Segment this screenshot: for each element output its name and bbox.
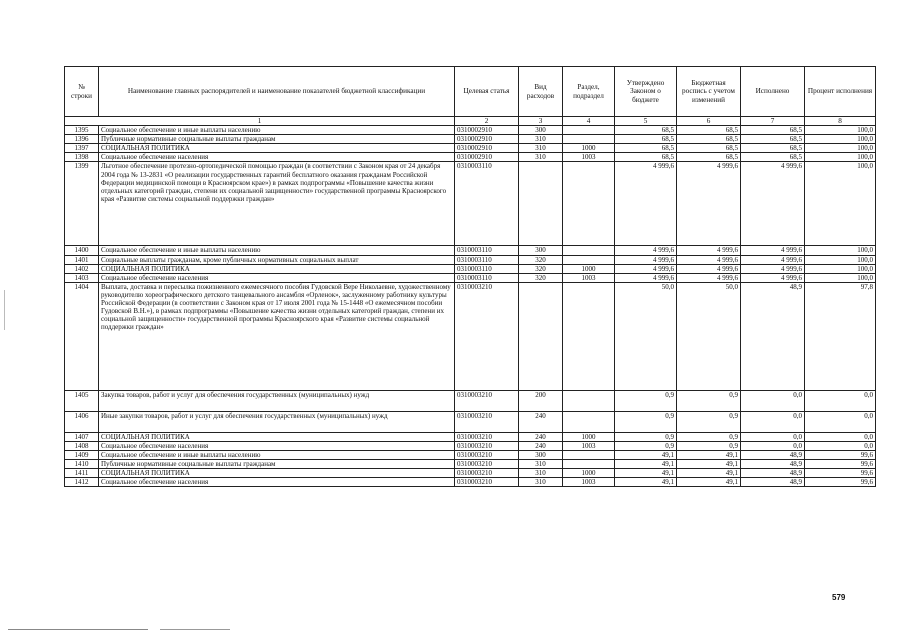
row-percent: 100,0 bbox=[805, 246, 876, 255]
row-budget-list: 50,0 bbox=[677, 282, 741, 390]
row-expense-type: 200 bbox=[519, 390, 563, 411]
row-section: 1000 bbox=[563, 264, 615, 273]
row-section bbox=[563, 411, 615, 432]
row-executed: 48,9 bbox=[741, 450, 805, 459]
header-budget-list: Бюджетная роспись с учетом изменений bbox=[677, 67, 741, 117]
row-section: 1000 bbox=[563, 432, 615, 441]
row-number: 1411 bbox=[65, 468, 99, 477]
row-percent: 99,6 bbox=[805, 477, 876, 486]
row-expense-type: 310 bbox=[519, 468, 563, 477]
budget-execution-table bbox=[64, 66, 876, 487]
row-percent: 100,0 bbox=[805, 264, 876, 273]
row-executed: 48,9 bbox=[741, 459, 805, 468]
table-row bbox=[65, 246, 876, 255]
row-approved: 49,1 bbox=[615, 450, 677, 459]
row-section bbox=[563, 135, 615, 144]
row-percent: 100,0 bbox=[805, 162, 876, 246]
row-number: 1402 bbox=[65, 264, 99, 273]
row-number: 1409 bbox=[65, 450, 99, 459]
row-percent: 100,0 bbox=[805, 153, 876, 162]
row-executed: 4 999,6 bbox=[741, 264, 805, 273]
row-number: 1397 bbox=[65, 144, 99, 153]
row-section bbox=[563, 282, 615, 390]
column-number: 1 bbox=[65, 117, 455, 126]
row-section bbox=[563, 162, 615, 246]
header-section: Раздел, подраздел bbox=[563, 67, 615, 117]
row-expense-type bbox=[519, 282, 563, 390]
row-section: 1003 bbox=[563, 273, 615, 282]
table-body bbox=[65, 126, 876, 487]
row-approved: 4 999,6 bbox=[615, 255, 677, 264]
row-executed: 68,5 bbox=[741, 144, 805, 153]
row-approved: 4 999,6 bbox=[615, 273, 677, 282]
row-section bbox=[563, 390, 615, 411]
row-number: 1410 bbox=[65, 459, 99, 468]
row-name: Публичные нормативные социальные выплаты гражданам bbox=[99, 459, 455, 468]
column-number: 8 bbox=[805, 117, 876, 126]
row-approved: 0,9 bbox=[615, 411, 677, 432]
header-approved: Утверждено Законом о бюджете bbox=[615, 67, 677, 117]
column-number: 4 bbox=[563, 117, 615, 126]
row-target: 0310003210 bbox=[455, 441, 519, 450]
row-percent: 99,6 bbox=[805, 459, 876, 468]
row-number: 1398 bbox=[65, 153, 99, 162]
row-target: 0310003110 bbox=[455, 162, 519, 246]
row-section: 1000 bbox=[563, 468, 615, 477]
row-executed: 4 999,6 bbox=[741, 246, 805, 255]
row-number: 1407 bbox=[65, 432, 99, 441]
row-approved: 50,0 bbox=[615, 282, 677, 390]
table-row bbox=[65, 450, 876, 459]
row-expense-type: 320 bbox=[519, 273, 563, 282]
row-name: Выплата, доставка и пересылка пожизненного ежемесячного пособия Гудовской Вере Николаевне, художественному руководителю хореографического детского танцевального ансамбля «Орленок», заслуженному работнику культуры Российской Федерации (в соответствии с Законом края от 17 июля 2001 года № 15-1448 «О ежемесячном пособии Гудовской В.Н.»), в рамках подпрограммы «Повышение качества жизни отдельных категорий граждан, степени их социальной защищенности» государственной программы Красноярского края «Развитие системы социальной поддержки граждан» bbox=[99, 282, 455, 390]
header-expense-type: Вид расходов bbox=[519, 67, 563, 117]
row-percent: 97,8 bbox=[805, 282, 876, 390]
row-expense-type: 300 bbox=[519, 246, 563, 255]
row-approved: 68,5 bbox=[615, 126, 677, 135]
row-target: 0310003110 bbox=[455, 246, 519, 255]
row-target: 0310003210 bbox=[455, 411, 519, 432]
table-row bbox=[65, 126, 876, 135]
row-budget-list: 68,5 bbox=[677, 153, 741, 162]
column-number: 6 bbox=[677, 117, 741, 126]
row-executed: 48,9 bbox=[741, 477, 805, 486]
table-row bbox=[65, 477, 876, 486]
row-name: Публичные нормативные социальные выплаты гражданам bbox=[99, 135, 455, 144]
row-target: 0310002910 bbox=[455, 144, 519, 153]
row-number: 1404 bbox=[65, 282, 99, 390]
row-name: Социальное обеспечение населения bbox=[99, 273, 455, 282]
row-name: Социальное обеспечение и иные выплаты населению bbox=[99, 246, 455, 255]
row-budget-list: 68,5 bbox=[677, 144, 741, 153]
table-header-row bbox=[65, 67, 876, 117]
row-target: 0310003110 bbox=[455, 273, 519, 282]
row-section: 1003 bbox=[563, 441, 615, 450]
row-name: Социальное обеспечение населения bbox=[99, 477, 455, 486]
scan-margin-mark bbox=[4, 290, 5, 330]
row-percent: 100,0 bbox=[805, 273, 876, 282]
row-expense-type bbox=[519, 162, 563, 246]
row-approved: 4 999,6 bbox=[615, 246, 677, 255]
row-section: 1003 bbox=[563, 477, 615, 486]
table-row bbox=[65, 468, 876, 477]
row-expense-type: 300 bbox=[519, 450, 563, 459]
table-row bbox=[65, 432, 876, 441]
row-target: 0310003110 bbox=[455, 264, 519, 273]
row-approved: 4 999,6 bbox=[615, 264, 677, 273]
row-approved: 49,1 bbox=[615, 477, 677, 486]
row-approved: 68,5 bbox=[615, 135, 677, 144]
row-expense-type: 310 bbox=[519, 477, 563, 486]
row-target: 0310003210 bbox=[455, 450, 519, 459]
table-row bbox=[65, 273, 876, 282]
footer-rule bbox=[160, 629, 230, 630]
row-executed: 68,5 bbox=[741, 153, 805, 162]
row-budget-list: 4 999,6 bbox=[677, 162, 741, 246]
row-target: 0310003210 bbox=[455, 477, 519, 486]
header-name: Наименование главных распорядителей и наименование показателей бюджетной классификации bbox=[99, 67, 455, 117]
row-budget-list: 49,1 bbox=[677, 450, 741, 459]
row-percent: 0,0 bbox=[805, 441, 876, 450]
row-executed: 0,0 bbox=[741, 432, 805, 441]
row-budget-list: 4 999,6 bbox=[677, 255, 741, 264]
row-percent: 100,0 bbox=[805, 135, 876, 144]
row-number: 1400 bbox=[65, 246, 99, 255]
row-name: Льготное обеспечение протезно-ортопедической помощью граждан (в соответствии с Законом края от 24 декабря 2004 года № 13-2831 «О реализации государственных гарантий бесплатного оказания гражданам Российской Федерации медицинской помощи в Красноярском крае») в рамках подпрограммы «Повышение качества жизни отдельных категорий граждан, степени их социальной защищенности» государственной программы Красноярского края «Развитие системы социальной поддержки граждан» bbox=[99, 162, 455, 246]
table-row bbox=[65, 144, 876, 153]
row-target: 0310002910 bbox=[455, 153, 519, 162]
row-number: 1406 bbox=[65, 411, 99, 432]
table-row bbox=[65, 135, 876, 144]
row-executed: 68,5 bbox=[741, 126, 805, 135]
row-percent: 0,0 bbox=[805, 390, 876, 411]
row-section: 1000 bbox=[563, 144, 615, 153]
row-budget-list: 4 999,6 bbox=[677, 273, 741, 282]
row-name: СОЦИАЛЬНАЯ ПОЛИТИКА bbox=[99, 264, 455, 273]
row-number: 1401 bbox=[65, 255, 99, 264]
row-target: 0310002910 bbox=[455, 135, 519, 144]
row-percent: 0,0 bbox=[805, 411, 876, 432]
row-percent: 99,6 bbox=[805, 468, 876, 477]
row-expense-type: 320 bbox=[519, 255, 563, 264]
header-row-no: № строки bbox=[65, 67, 99, 117]
column-number-row bbox=[65, 117, 876, 126]
row-target: 0310003210 bbox=[455, 468, 519, 477]
row-approved: 49,1 bbox=[615, 459, 677, 468]
row-section bbox=[563, 126, 615, 135]
row-percent: 100,0 bbox=[805, 144, 876, 153]
row-approved: 49,1 bbox=[615, 468, 677, 477]
row-expense-type: 240 bbox=[519, 432, 563, 441]
column-number: 2 bbox=[455, 117, 519, 126]
row-number: 1403 bbox=[65, 273, 99, 282]
table-row bbox=[65, 390, 876, 411]
header-executed: Исполнено bbox=[741, 67, 805, 117]
row-target: 0310003210 bbox=[455, 459, 519, 468]
row-percent: 99,6 bbox=[805, 450, 876, 459]
row-budget-list: 49,1 bbox=[677, 468, 741, 477]
row-executed: 48,9 bbox=[741, 282, 805, 390]
row-budget-list: 4 999,6 bbox=[677, 246, 741, 255]
row-number: 1408 bbox=[65, 441, 99, 450]
row-name: СОЦИАЛЬНАЯ ПОЛИТИКА bbox=[99, 468, 455, 477]
row-number: 1396 bbox=[65, 135, 99, 144]
table-row bbox=[65, 411, 876, 432]
row-approved: 0,9 bbox=[615, 441, 677, 450]
row-budget-list: 0,9 bbox=[677, 432, 741, 441]
row-expense-type: 240 bbox=[519, 411, 563, 432]
page-number: 579 bbox=[832, 593, 846, 602]
row-name: СОЦИАЛЬНАЯ ПОЛИТИКА bbox=[99, 432, 455, 441]
row-number: 1412 bbox=[65, 477, 99, 486]
row-number: 1405 bbox=[65, 390, 99, 411]
row-target: 0310003110 bbox=[455, 255, 519, 264]
table-row bbox=[65, 459, 876, 468]
row-name: Социальное обеспечение и иные выплаты населению bbox=[99, 450, 455, 459]
row-approved: 4 999,6 bbox=[615, 162, 677, 246]
row-budget-list: 0,9 bbox=[677, 441, 741, 450]
row-percent: 100,0 bbox=[805, 255, 876, 264]
row-name: Социальное обеспечение населения bbox=[99, 153, 455, 162]
row-number: 1399 bbox=[65, 162, 99, 246]
row-budget-list: 0,9 bbox=[677, 390, 741, 411]
table-row bbox=[65, 162, 876, 246]
row-name: Иные закупки товаров, работ и услуг для обеспечения государственных (муниципальных) нужд bbox=[99, 411, 455, 432]
row-executed: 0,0 bbox=[741, 390, 805, 411]
row-percent: 0,0 bbox=[805, 432, 876, 441]
row-name: Закупка товаров, работ и услуг для обеспечения государственных (муниципальных) нужд bbox=[99, 390, 455, 411]
row-target: 0310002910 bbox=[455, 126, 519, 135]
row-approved: 0,9 bbox=[615, 390, 677, 411]
row-section: 1003 bbox=[563, 153, 615, 162]
column-number: 5 bbox=[615, 117, 677, 126]
row-expense-type: 320 bbox=[519, 264, 563, 273]
row-expense-type: 310 bbox=[519, 135, 563, 144]
row-executed: 48,9 bbox=[741, 468, 805, 477]
row-expense-type: 310 bbox=[519, 144, 563, 153]
row-expense-type: 300 bbox=[519, 126, 563, 135]
table-row bbox=[65, 441, 876, 450]
row-approved: 0,9 bbox=[615, 432, 677, 441]
column-number: 7 bbox=[741, 117, 805, 126]
footer-rule bbox=[8, 629, 148, 630]
row-expense-type: 310 bbox=[519, 153, 563, 162]
row-target: 0310003210 bbox=[455, 390, 519, 411]
row-approved: 68,5 bbox=[615, 153, 677, 162]
row-executed: 4 999,6 bbox=[741, 273, 805, 282]
row-section bbox=[563, 450, 615, 459]
row-section bbox=[563, 246, 615, 255]
row-approved: 68,5 bbox=[615, 144, 677, 153]
header-percent: Процент исполнения bbox=[805, 67, 876, 117]
row-section bbox=[563, 459, 615, 468]
row-number: 1395 bbox=[65, 126, 99, 135]
row-expense-type: 310 bbox=[519, 459, 563, 468]
row-name: Социальное обеспечение населения bbox=[99, 441, 455, 450]
row-section bbox=[563, 255, 615, 264]
row-percent: 100,0 bbox=[805, 126, 876, 135]
row-budget-list: 68,5 bbox=[677, 126, 741, 135]
row-executed: 68,5 bbox=[741, 135, 805, 144]
row-name: Социальные выплаты гражданам, кроме публичных нормативных социальных выплат bbox=[99, 255, 455, 264]
row-name: Социальное обеспечение и иные выплаты населению bbox=[99, 126, 455, 135]
column-number: 3 bbox=[519, 117, 563, 126]
table-row bbox=[65, 153, 876, 162]
row-executed: 0,0 bbox=[741, 411, 805, 432]
row-budget-list: 4 999,6 bbox=[677, 264, 741, 273]
table-row bbox=[65, 264, 876, 273]
row-executed: 0,0 bbox=[741, 441, 805, 450]
table-row bbox=[65, 255, 876, 264]
row-name: СОЦИАЛЬНАЯ ПОЛИТИКА bbox=[99, 144, 455, 153]
row-expense-type: 240 bbox=[519, 441, 563, 450]
row-target: 0310003210 bbox=[455, 432, 519, 441]
table-row bbox=[65, 282, 876, 390]
row-executed: 4 999,6 bbox=[741, 162, 805, 246]
header-target: Целевая статья bbox=[455, 67, 519, 117]
row-executed: 4 999,6 bbox=[741, 255, 805, 264]
row-budget-list: 68,5 bbox=[677, 135, 741, 144]
row-budget-list: 49,1 bbox=[677, 477, 741, 486]
row-budget-list: 0,9 bbox=[677, 411, 741, 432]
row-target: 0310003210 bbox=[455, 282, 519, 390]
row-budget-list: 49,1 bbox=[677, 459, 741, 468]
